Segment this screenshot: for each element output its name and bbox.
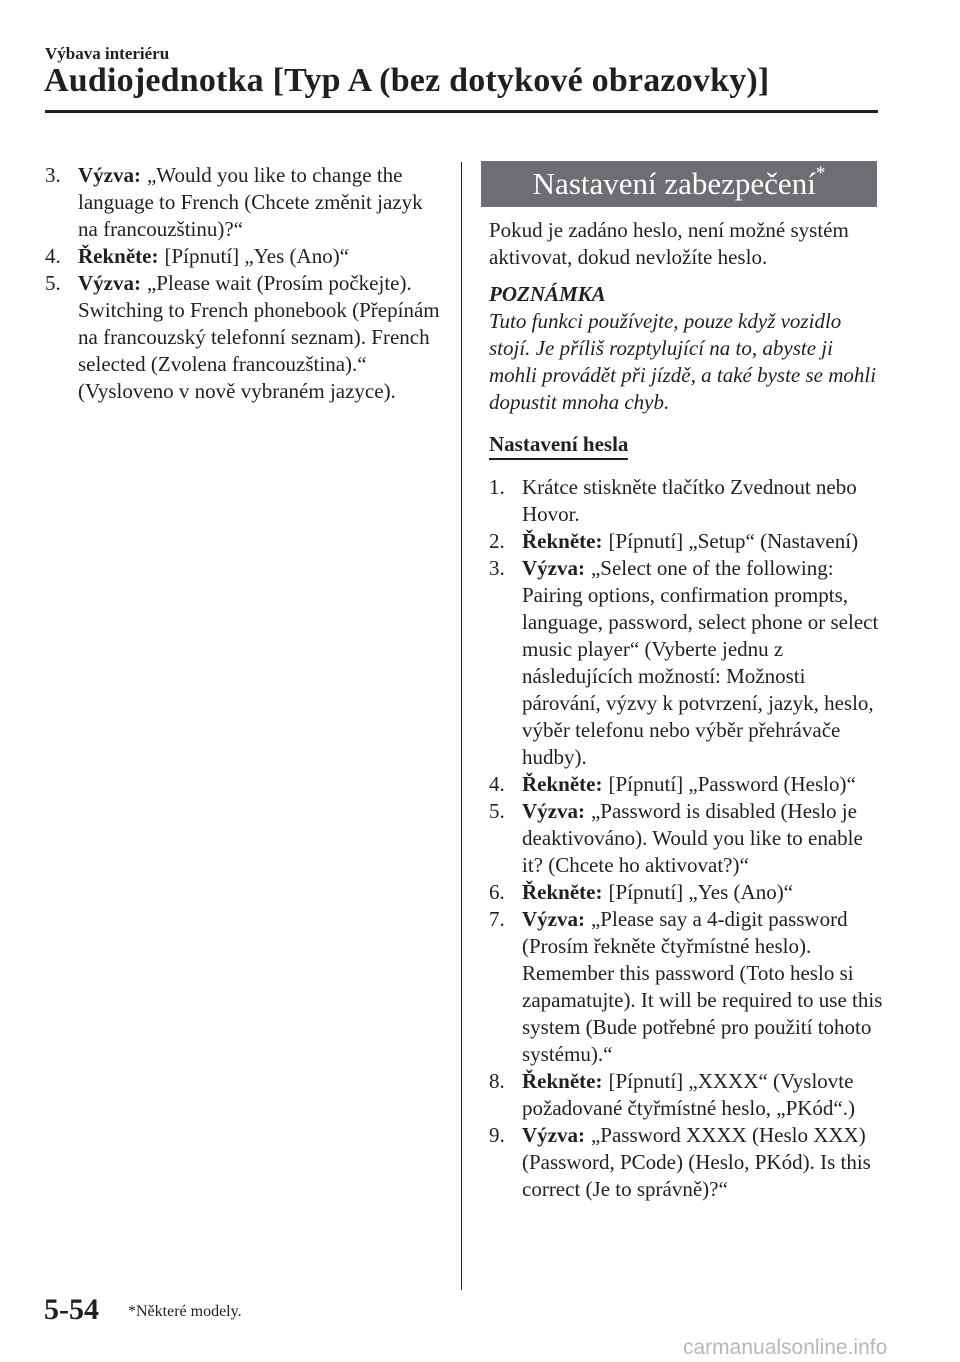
- step-item: [45, 243, 445, 270]
- step-keyword: Výzva:: [522, 799, 585, 823]
- step-keyword: Řekněte:: [522, 772, 603, 796]
- step-keyword: Výzva:: [522, 556, 585, 580]
- step-keyword: Řekněte:: [522, 880, 603, 904]
- step-text: „Password is disabled (Heslo je deaktivováno). Would you like to enable it? (Chcete ho aktivovat?)“: [522, 799, 863, 877]
- left-column: [45, 162, 445, 405]
- step-item: [45, 270, 445, 405]
- right-step-list: [489, 474, 884, 1203]
- step-keyword: Výzva:: [78, 163, 141, 187]
- column-divider: [461, 162, 462, 1290]
- step-text: [Pípnutí] „XXXX“ (Vyslovte požadované čtyřmístné heslo, „PKód“.): [522, 1069, 855, 1120]
- banner-asterisk: *: [815, 162, 826, 184]
- step-number: 6.: [489, 880, 505, 904]
- note-text: Tuto funkci používejte, pouze když vozidlo stojí. Je příliš rozptylující na to, abyste ji mohli provádět při jízdě, a také byste se mohli dopustit mnoha chyb.: [489, 309, 877, 414]
- watermark: carmanualsonline.info: [683, 1336, 888, 1359]
- step-keyword: Řekněte:: [78, 244, 159, 268]
- page-title: Audiojednotka [Typ A (bez dotykové obrazovky)]: [44, 62, 770, 99]
- step-item: [489, 1122, 884, 1203]
- step-text: „Would you like to change the language to French (Chcete změnit jazyk na francouzštinu)?“: [78, 163, 423, 241]
- step-number: 7.: [489, 907, 505, 931]
- step-item: [489, 798, 884, 879]
- step-text: [Pípnutí] „Setup“ (Nastavení): [608, 529, 859, 553]
- note-heading: POZNÁMKA: [489, 282, 606, 306]
- step-text: [Pípnutí] „Yes (Ano)“: [164, 244, 350, 268]
- step-number: 9.: [489, 1123, 505, 1147]
- step-text: [Pípnutí] „Yes (Ano)“: [608, 880, 794, 904]
- section-banner: [481, 161, 877, 207]
- step-number: 4.: [489, 772, 505, 796]
- step-item: [489, 771, 884, 798]
- step-keyword: Výzva:: [522, 907, 585, 931]
- footnote: *Některé modely.: [128, 1303, 242, 1320]
- subheading: Nastavení hesla: [489, 430, 628, 460]
- header-rule: [45, 110, 878, 113]
- step-number: 8.: [489, 1069, 505, 1093]
- step-text: Krátce stiskněte tlačítko Zvednout nebo Hovor.: [522, 475, 857, 526]
- step-item: [489, 528, 884, 555]
- step-keyword: Výzva:: [78, 271, 141, 295]
- step-item: [489, 474, 884, 528]
- step-number: 2.: [489, 529, 505, 553]
- step-text: „Password XXXX (Heslo XXX) (Password, PCode) (Heslo, PKód). Is this correct (Je to správně)?“: [522, 1123, 871, 1201]
- banner-title: Nastavení zabezpečení: [532, 166, 816, 201]
- step-number: 3.: [489, 556, 505, 580]
- step-item: [45, 162, 445, 243]
- step-number: 3.: [45, 163, 61, 187]
- step-item: [489, 879, 884, 906]
- step-item: [489, 1068, 884, 1122]
- step-number: 1.: [489, 475, 505, 499]
- section-label: Výbava interiéru: [45, 44, 170, 63]
- step-item: [489, 555, 884, 771]
- step-keyword: Řekněte:: [522, 529, 603, 553]
- step-item: [489, 906, 884, 1068]
- page-number: 5-54: [44, 1293, 99, 1326]
- right-column: [489, 217, 884, 1203]
- step-keyword: Výzva:: [522, 1123, 585, 1147]
- step-text: [Pípnutí] „Password (Heslo)“: [608, 772, 856, 796]
- step-text: „Select one of the following: Pairing options, confirmation prompts, language, password, select phone or select music player“ (Vyberte jednu z následujících možností: Možnosti párování, výzvy k potvrzení, jazyk, heslo, výběr telefonu nebo výběr přehrávače hudby).: [522, 556, 879, 769]
- step-number: 5.: [45, 271, 61, 295]
- step-text: „Please say a 4-digit password (Prosím řekněte čtyřmístné heslo). Remember this password (Toto heslo si zapamatujte). It will be required to use this system (Bude potřebné pro použití tohoto systému).“: [522, 907, 883, 1066]
- intro-paragraph: Pokud je zadáno heslo, není možné systém aktivovat, dokud nevložíte heslo.: [489, 218, 849, 269]
- step-text: „Please wait (Prosím počkejte). Switching to French phonebook (Přepínám na francouzský telefonní seznam). French selected (Zvolena francouzština).“ (Vysloveno v nově vybraném jazyce).: [78, 271, 440, 403]
- left-step-list: [45, 162, 445, 405]
- step-keyword: Řekněte:: [522, 1069, 603, 1093]
- step-number: 4.: [45, 244, 61, 268]
- step-number: 5.: [489, 799, 505, 823]
